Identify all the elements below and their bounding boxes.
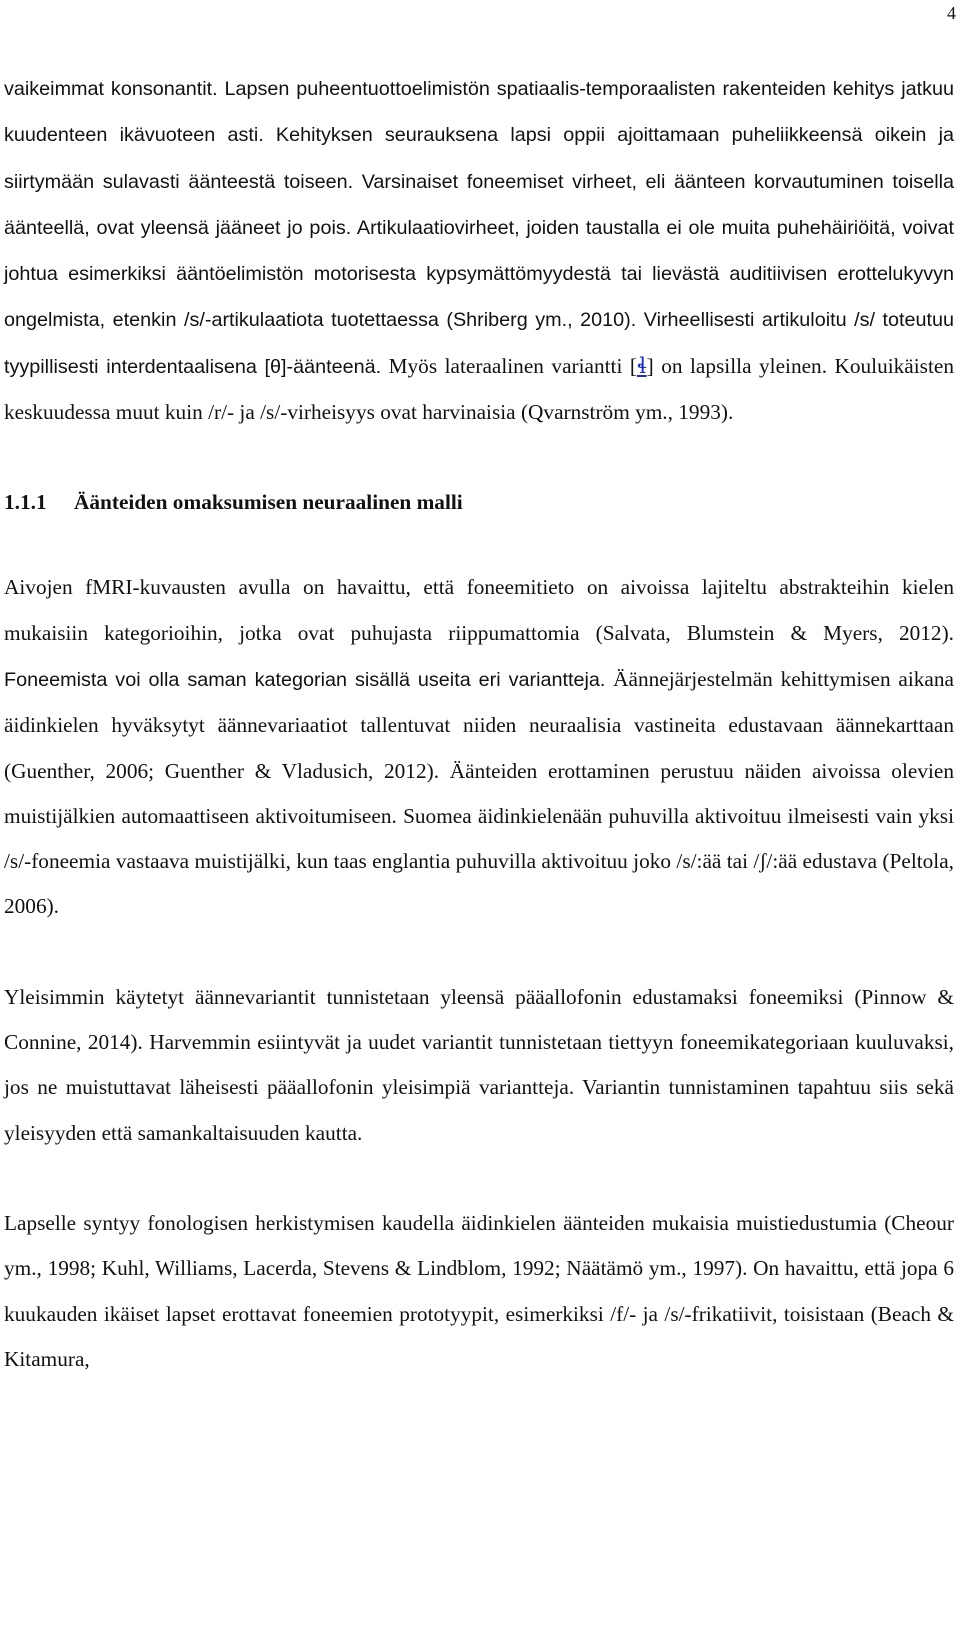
- paragraph-allophones: [4, 975, 954, 1156]
- paragraph-articulation: [4, 66, 954, 435]
- text-articulation-errors: Artikulaatiovirheet, joiden taustalla ei ole muita puhehäiriöitä, voivat johtua esimerkiksi ääntöelimistön motorisesta kypsymättömyydestä tai lievästä auditiivisen erottelukyvyn ongelmista, etenkin /s/-artikulaatiota tuotettaessa (Shriberg ym., 2010). Virheellisesti artikuloitu /s/ toteutuu tyypillisesti interdentaalisena [θ]-äänteenä.: [4, 216, 955, 378]
- text-prototype-discrimination: On havaittu, että jopa 6 kuukauden ikäiset lapset erottavat foneemien prototyypit, esimerkiksi /f/- ja /s/-frikatiivit, toisistaan (Beach & Kitamura,: [4, 1256, 954, 1371]
- spacer: [4, 525, 954, 565]
- spacer: [4, 435, 954, 480]
- text-phonemic-development: vaikeimmat konsonantit. Lapsen puheentuottoelimistön spatiaalis-temporaalisten rakenteiden kehitys jatkuu kuudenteen ikävuoteen asti. Kehityksen seurauksena lapsi oppii ajoittamaan puheliikkeensä oikein ja siirtymään sulavasti äänteestä toiseen. Varsinaiset foneemiset virheet, eli äänteen korvautuminen toisella äänteellä, ovat yleensä jääneet jo pois.: [4, 78, 954, 239]
- text-lateral-variant-start: Myös lateraalinen variantti [: [381, 353, 637, 378]
- text-lateral-variant-end: ] on lapsilla yleinen.: [646, 353, 828, 378]
- page-number: 4: [947, 3, 956, 23]
- ipa-lateral-fricative-link[interactable]: ɬ: [636, 353, 647, 379]
- text-sound-map: Äännejärjestelmän kehittymisen aikana äidinkielen hyväksytyt äännevariaatiot tallentuvat niiden neuraalisia vastineita edustavaan äännekarttaan (Guenther, 2006; Guenther & Vladusich, 2012).: [4, 666, 954, 783]
- spacer: [4, 1156, 954, 1201]
- text-school-age-errors: Kouluikäisten keskuudessa muut kuin /r/- ja /s/-virheisyys ovat harvinaisia (Qvarnström ym., 1993).: [4, 353, 954, 425]
- text-phoneme-variants: Foneemista voi olla saman kategorian sisällä useita eri variantteja.: [4, 668, 606, 691]
- section-heading: [4, 480, 954, 525]
- section-number: 1.1.1: [4, 490, 47, 515]
- text-rare-variants: Harvemmin esiintyvät ja uudet variantit tunnistetaan tiettyyn foneemikategoriaan kuuluvaksi, jos ne muistuttavat läheisesti pääallofonin yleisimpiä variantteja. Variantin tunnistaminen tapahtuu siis sekä yleisyyden että samankaltaisuuden kautta.: [4, 1030, 955, 1145]
- section-title: Äänteiden omaksumisen neuraalinen malli: [74, 490, 463, 515]
- page-body: [4, 66, 954, 1382]
- text-memory-traces: Äänteiden erottaminen perustuu näiden aivoissa olevien muistijälkien automaattiseen aktivoitumiseen.: [4, 758, 954, 828]
- spacer: [4, 930, 954, 975]
- text-fmri-findings: Aivojen fMRI-kuvausten avulla on havaittu, että foneemitieto on aivoissa lajiteltu abstrakteihin kielen mukaisiin kategorioihin, jotka ovat puhujasta riippumattomia (Salvata, Blumstein & Myers, 2012).: [4, 575, 954, 645]
- text-common-variants: Yleisimmin käytetyt äännevariantit tunnistetaan yleensä pääallofonin edustamaksi foneemiksi (Pinnow & Connine, 2014).: [4, 984, 954, 1055]
- text-finnish-english: Suomea äidinkielenään puhuvilla aktivoituu ilmeisesti vain yksi /s/-foneemia vastaava muistijälki, kun taas englantia puhuvilla aktivoituu joko /s/:ää tai /ʃ/:ää edustava (Peltola, 2006).: [4, 803, 954, 919]
- paragraph-neural-model: [4, 565, 954, 929]
- text-memory-representations: Lapselle syntyy fonologisen herkistymisen kaudella äidinkielen äänteiden mukaisia muistiedustumia (Cheour ym., 1998; Kuhl, Williams, Lacerda, Stevens & Lindblom, 1992; Näätämö ym., 1997).: [4, 1210, 954, 1281]
- paragraph-sensitization: [4, 1201, 954, 1382]
